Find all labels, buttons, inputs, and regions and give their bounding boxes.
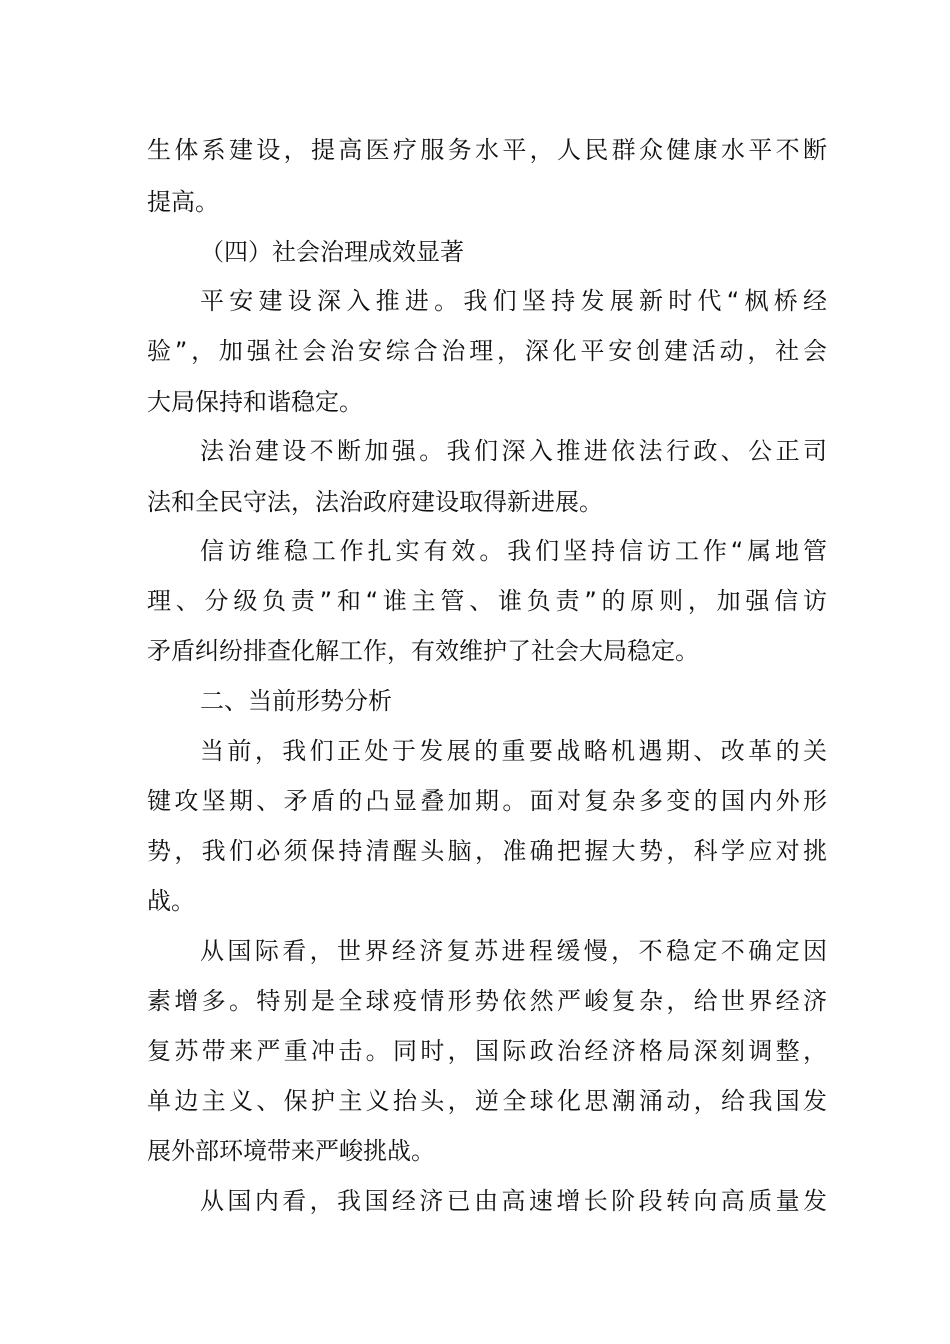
body-text-line: 信访维稳工作扎实有效。我们坚持信访工作“属地管 xyxy=(200,537,827,565)
body-text-line: 生体系建设，提高医疗服务水平，人民群众健康水平不断 xyxy=(147,136,827,164)
body-text-line: 理、分级负责”和“谁主管、谁负责”的原则，加强信访 xyxy=(147,587,827,615)
body-text-line: 提高。 xyxy=(147,188,219,216)
body-text-line: 键攻坚期、矛盾的凸显叠加期。面对复杂多变的国内外形 xyxy=(147,787,827,815)
body-text-line: 法治建设不断加强。我们深入推进依法行政、公正司 xyxy=(200,437,827,465)
body-text-line: 从国内看，我国经济已由高速增长阶段转向高质量发 xyxy=(200,1187,827,1215)
body-text-line: 势，我们必须保持清醒头脑，准确把握大势，科学应对挑 xyxy=(147,837,827,865)
body-text-line: 复苏带来严重冲击。同时，国际政治经济格局深刻调整， xyxy=(147,1037,827,1065)
body-text-line: 单边主义、保护主义抬头，逆全球化思潮涌动，给我国发 xyxy=(147,1087,827,1115)
body-text-line: 矛盾纠纷排查化解工作，有效维护了社会大局稳定。 xyxy=(147,637,699,665)
body-text-line: 大局保持和谐稳定。 xyxy=(147,388,363,416)
body-text-line: 素增多。特别是全球疫情形势依然严峻复杂，给世界经济 xyxy=(147,987,827,1015)
body-text-line: 当前，我们正处于发展的重要战略机遇期、改革的关 xyxy=(200,737,827,765)
section-heading: 二、当前形势分析 xyxy=(200,687,392,715)
section-heading: （四）社会治理成效显著 xyxy=(200,238,464,266)
body-text-line: 从国际看，世界经济复苏进程缓慢，不稳定不确定因 xyxy=(200,937,827,965)
body-text-line: 战。 xyxy=(147,887,195,915)
body-text-line: 展外部环境带来严峻挑战。 xyxy=(147,1137,435,1165)
body-text-line: 法和全民守法，法治政府建设取得新进展。 xyxy=(147,488,603,516)
body-text-line: 验”，加强社会治安综合治理，深化平安创建活动，社会 xyxy=(147,337,827,365)
body-text-line: 平安建设深入推进。我们坚持发展新时代“枫桥经 xyxy=(200,287,827,315)
